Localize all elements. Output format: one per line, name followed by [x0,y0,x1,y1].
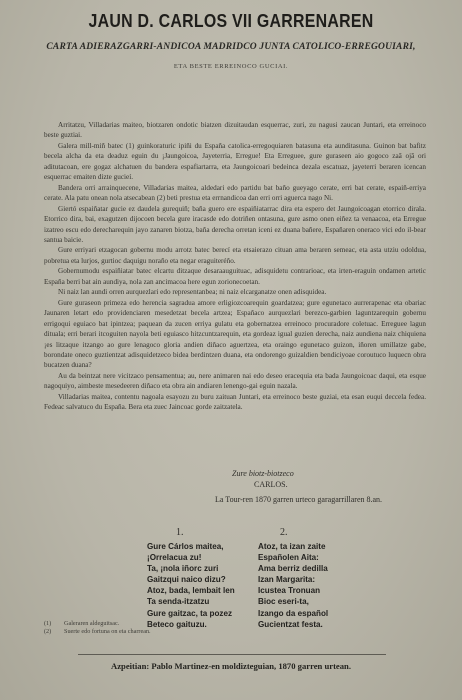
letter-body [44,120,426,413]
paragraph: Au da beintzat nere vicitzaco pensamentua; au, nere animaren nai edo deseo eracequia eta bada Jaungoicoac daqui, eta esque nagoquiyo, aimbeste mesedeeren diñaco eta obra ain andiaren lenengo-gai eguin nazala. [44,371,426,391]
paragraph: Giertó espaiñatar gucie ez daudela gurequiñ; baña guero ere espaiñiatarrac dira eta espero det Jaungoicoagan etorrico dirala. Etorrico dira, bai, exagutzen dijocoen becela gure iracasde edo dotriñen ontasuna, gure asmo onen eiñez ta venaacoa, eta Erregue izatreo escu edo derecharequin jayo zanaren biotza, baña derecha orretan iceni ez duana bañere, Españaren oneraco vici edo il-bear santua baicie. [44,204,426,244]
verse-line: Bioc eseri-ta, [258,597,309,607]
verse-line: Gaitzqui naico dizu? [147,575,226,585]
imprint-divider [78,654,386,655]
footnote [44,628,151,636]
footnote-text: Galeraren aldeguitsac. [64,620,120,627]
signature-place-date: La Tour-ren 1870 garren urteco garagarrillaren 8.an. [215,495,383,504]
paragraph: Gobernumodu espaiñiatar batec elcartu ditzaque desaraauguituac, adisquidetu contrarioac, eta irten-eraguin ondamen artetic España berri bat ain aundiya, nola zan ancimacoa here egun zorionecoetan. [44,267,426,286]
verse-line: Gure gaitzac, ta pozez [147,608,233,618]
paragraph: Gure guraseon primeza edo herencia sagradua amore erligiozcoarequin goardatzea; gure egunetaco aurrerapenac eta obariac Jaunaren letart edo providenciaren mesedetzat becela artzea; Españaco aurquezlari berezco-garbien laguntzarequin gobernu errigoqui eguiaco bat ipintzea; paquean da zucen erriya gulatu eta gobernatzea erreinoco procuradore coletuac. Erreguee lagun dituala; erri berari itcoguiten nayola beti eguiasco hitzcuntzarequin, eta gordeaz igual guzien derecha, naiz aundiena naiz chiquiena ¡es litzaque itzango ao gure lenagoco gloria andien diñaco aguertzea, eta oraingo egunetaco guizon, iñoren umillatze gabe, borondate oneco guztientzat adisquidetzeco bidea berdintzen duana, eta ondorengo guizaldien bendiciyoae coroutuco luquecn obra bucatzen duana? [44,298,426,370]
verse-line: Atoz, ta izan zaite [258,542,326,551]
verse-line: Ama berriz dedilla [258,564,328,574]
verse-column-2 [258,541,328,630]
paragraph: Bandera orri arrainquecene, Villadarias maitea, aldedari edo partidu bat baño gueyago cerate, erri bat cerate, espaiñ-erriya cerate. Ala patu onean nola atsecabean (2) beti prestua eta errnandicoa dan erri orri aguerca nago Ni. [44,183,426,203]
printer-imprint: Azpeitian: Pablo Martinez-en moldizteguian, 1870 garren urtean. [111,661,351,671]
document-subsubtitle: ETA BESTE ERREINOCO GUCIAI. [173,63,289,70]
verse-line: Gure Cárlos maitea, [147,542,224,551]
verse-line: ¡Orrelacua zu! [147,553,202,563]
verse-line: Ta, ¡nola iñorc zuri [147,564,219,574]
footnote-mark: (1) [44,620,52,627]
footnotes [44,620,151,637]
verse-number-1: 1. [176,527,184,538]
verse-number-2: 2. [280,527,288,538]
verse-line: Izango da español [258,608,329,618]
verse-line: Ta senda-itzatzu [147,597,210,607]
verse-line: Españolen Aita: [258,553,319,563]
verse-line: Atoz, bada, lembait len [147,586,235,596]
footnote-mark: (2) [44,628,52,636]
document-title: JAUN D. CARLOS VII GARRENAREN [88,10,374,31]
paragraph: Ni naiz lan aundi orren aurquezlari edo representanbea; ni naiz elcarganatze onen adisquidea. [58,288,327,297]
signature-name: CARLOS. [254,480,288,489]
signature-closing: Zure biotz-biotzeco [232,469,294,478]
paragraph: Gure erriyari etzagocan gobernu modu arrotz batec berecí eta etsaierazo cituan ama beraren semeac, eta asta utziu odoldua, pobretua eta lurjos, gurtioc daquigu noraño eta negar eraguiteréño. [44,246,426,265]
verse-line: Gucientzat festa. [258,619,323,629]
paragraph: Galera mill-miñ batec (1) guinkoraturic ipiñi du España catolica-erregoquiaren batasuna eta aunditasuna. Guinon bat bafitz becela alcha da eta deaduz eguin du ¡Jaungoicoa, Jayeterria, Erregue! Eta Erreguee, gure guraseen aio gogoco zaā ojā ori aditutacoan, ere gogaz alchatuen du bandera espafiartarra, eta Jaungoicoari bedeinca dezala escatuaz, jayeterri beraren icencan esquerrac emaiten dizte gucieí. [44,141,426,182]
document-subtitle: CARTA ADIERAZGARRI-ANDICOA MADRIDCO JUNTA CATOLICO-ERREGOUIARI, [46,42,416,52]
paragraph: Villadarias maitea, contentu nagoala esayozu zu buru zaituan Juntari, eta erreinoco beste guziai, eta esan euqui deccela fedea. Fedeac salvatuco du España. Bera eta zuec Jaincoac gorde zaitzatela. [44,392,426,412]
paragraph: Arritatzu, Villadarias maiteo, biotzaren ondotic biatzen dizuitaudan esquerrac, zuri, zu nagusi zaucan Juntari, eta erreinoco beste guztiai. [44,121,426,140]
verse-column-1 [147,541,235,630]
verse-line: Icustea Tronuan [258,586,321,596]
footnote-text: Suerte edo fortuna on eta charrean. [64,628,151,636]
verse-line: Izan Margarita: [258,575,316,585]
verse-line: Beteco gaituzu. [147,619,207,629]
footnote [44,620,151,628]
